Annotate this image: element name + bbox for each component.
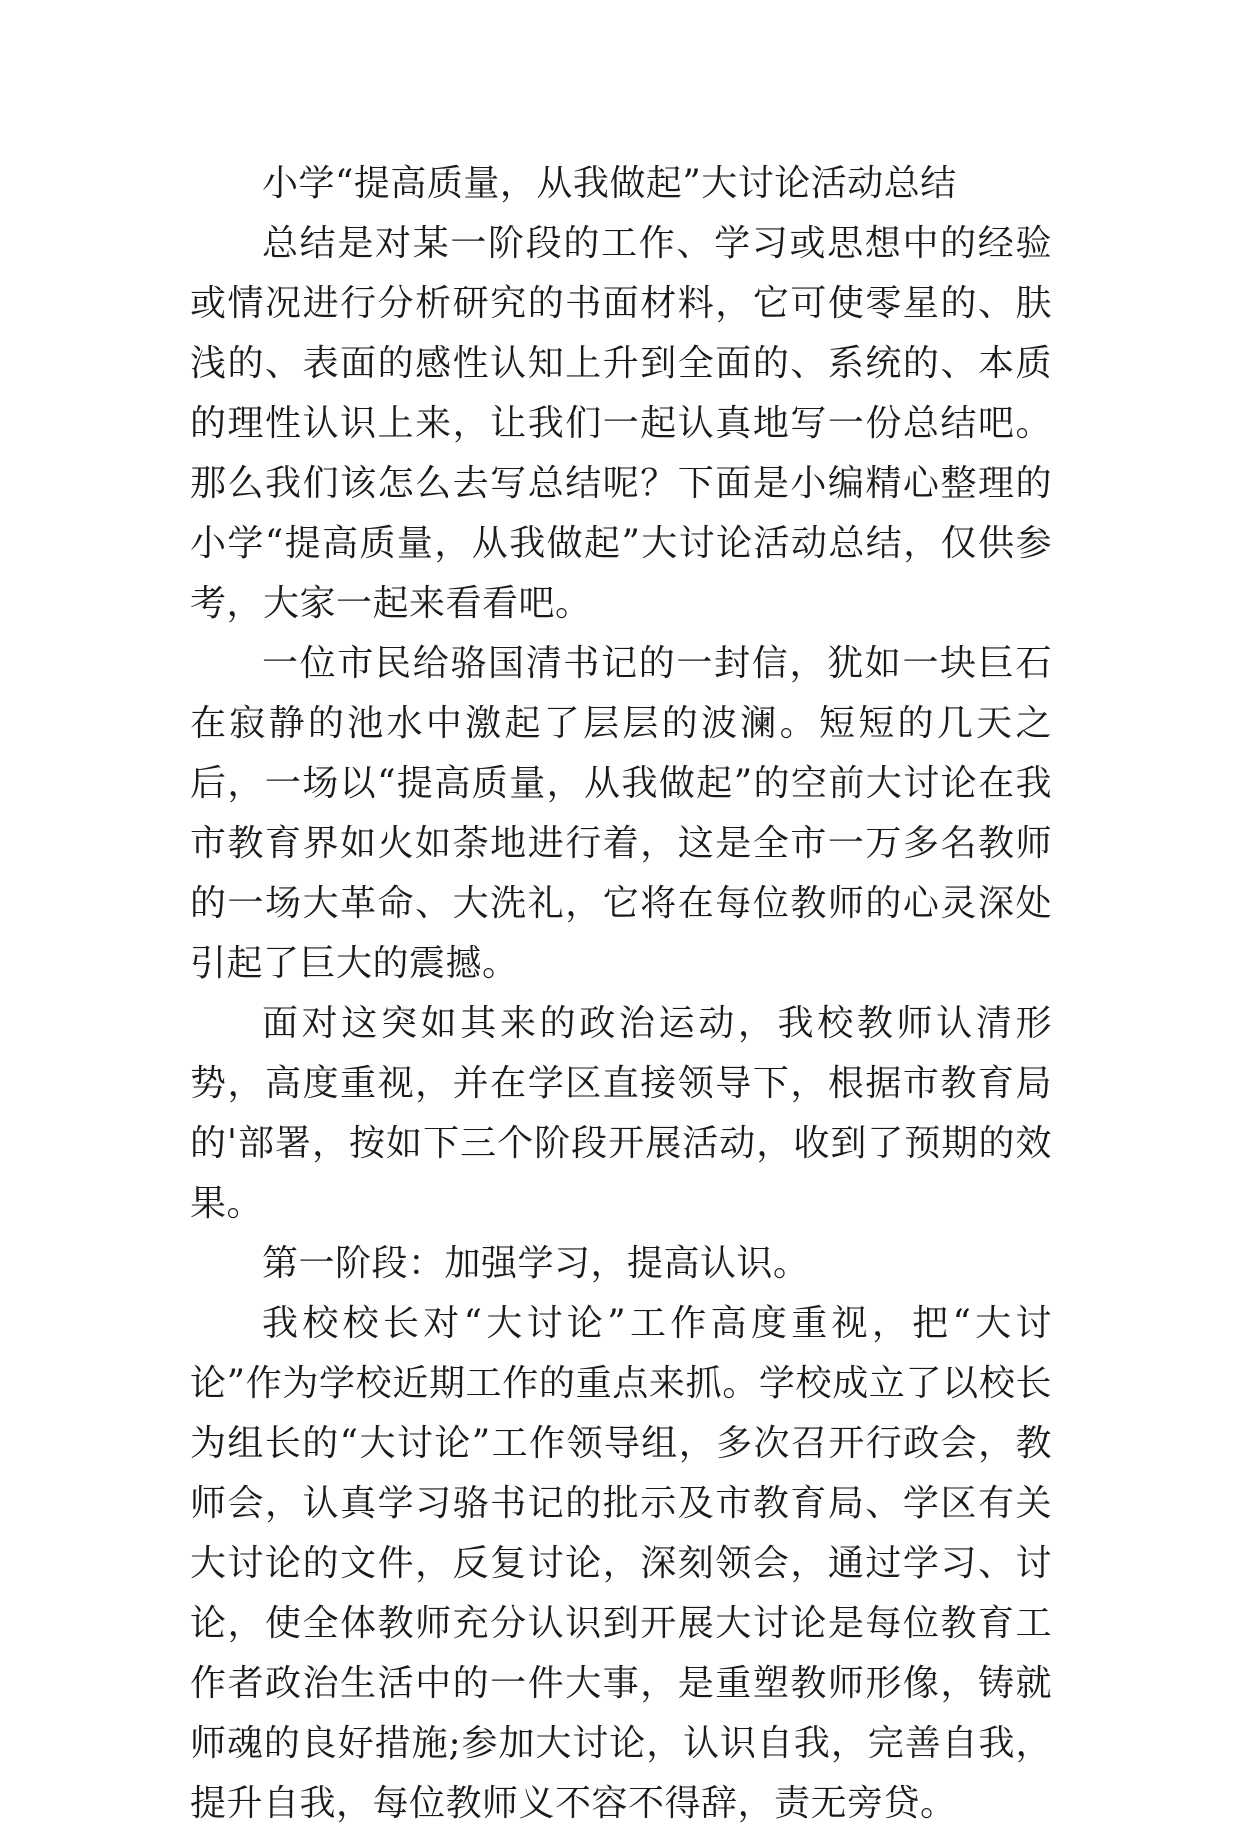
paragraph-letter: 一位市民给骆国清书记的一封信，犹如一块巨石在寂静的池水中激起了层层的波澜。短短的几天之后，一场以“提高质量，从我做起”的空前大讨论在我市教育界如火如荼地进行着，这是全市一万多名教师的一场大革命、大洗礼，它将在每位教师的心灵深处引起了巨大的震撼。 [190, 643, 1052, 984]
document-body [190, 154, 1052, 1834]
paragraph-stage-one-body: 我校校长对“大讨论”工作高度重视，把“大讨论”作为学校近期工作的重点来抓。学校成立了以校长为组长的“大讨论”工作领导组，多次召开行政会，教师会，认真学习骆书记的批示及市教育局、学区有关大讨论的文件，反复讨论，深刻领会，通过学习、讨论，使全体教师充分认识到开展大讨论是每位教育工作者政治生活中的一件大事，是重塑教师形像，铸就师魂的良好措施;参加大讨论，认识自我，完善自我，提升自我，每位教师义不容不得辞，责无旁贷。 [190, 1303, 1052, 1824]
paragraph-intro: 总结是对某一阶段的工作、学习或思想中的经验或情况进行分析研究的书面材料，它可使零星的、肤浅的、表面的感性认知上升到全面的、系统的、本质的理性认识上来，让我们一起认真地写一份总结吧。那么我们该怎么去写总结呢？下面是小编精心整理的小学“提高质量，从我做起”大讨论活动总结，仅供参考，大家一起来看看吧。 [190, 223, 1052, 624]
paragraph-stage-one-heading: 第一阶段：加强学习，提高认识。 [262, 1243, 810, 1284]
paragraph-response: 面对这突如其来的政治运动，我校教师认清形势，高度重视，并在学区直接领导下，根据市教育局的'部署，按如下三个阶段开展活动，收到了预期的效果。 [190, 1003, 1052, 1224]
document-title: 小学“提高质量，从我做起”大讨论活动总结 [262, 163, 957, 204]
